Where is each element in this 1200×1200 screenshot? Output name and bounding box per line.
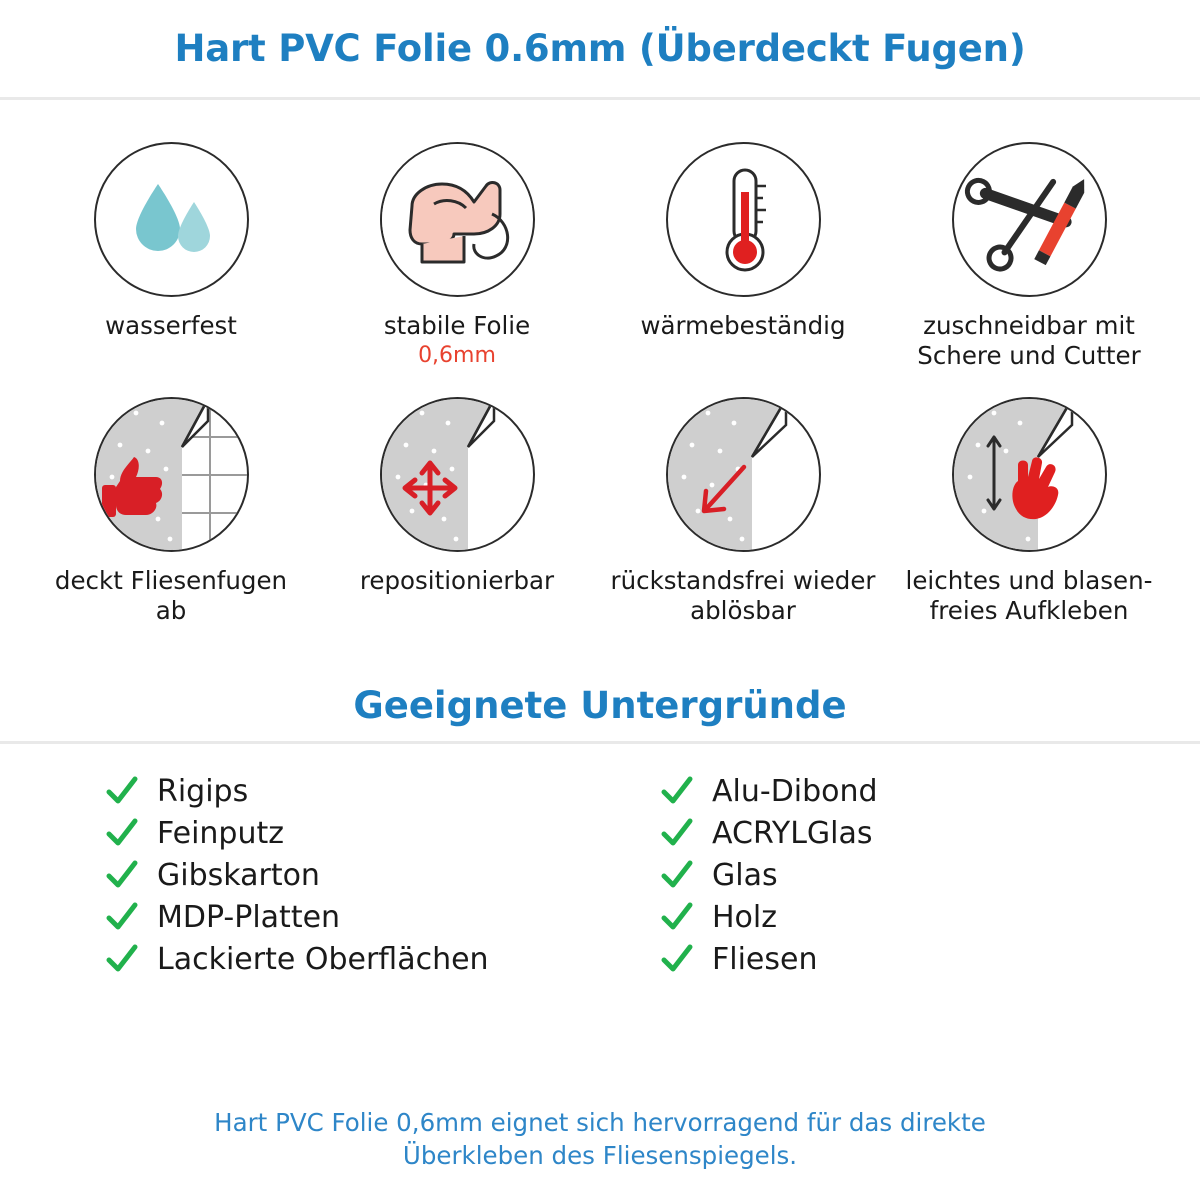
list-item-label: Fliesen: [712, 941, 818, 977]
check-icon: [660, 774, 694, 808]
list-item-label: Holz: [712, 899, 777, 935]
list-item-label: Lackierte Oberflächen: [157, 941, 489, 977]
list-item: [105, 774, 600, 809]
feature-label: zuschneidbar mit Schere und Cutter: [917, 311, 1141, 370]
feature-item: [886, 142, 1172, 371]
scissors-cutter-icon: [952, 142, 1107, 297]
feature-item: [600, 142, 886, 371]
check-icon: [105, 858, 139, 892]
peel-arrow-icon: [666, 397, 821, 552]
feature-label: leichtes und blasen-freies Aufkleben: [905, 565, 1153, 625]
section-title: Geeignete Untergründe: [353, 683, 847, 727]
list-item: [660, 816, 1200, 851]
check-icon: [660, 942, 694, 976]
feature-item: [314, 142, 600, 371]
header: [0, 0, 1200, 100]
list-item-label: Glas: [712, 857, 778, 893]
list-item-label: Rigips: [157, 773, 249, 809]
hand-smoothing-icon: [952, 397, 1107, 552]
check-icon: [105, 816, 139, 850]
substrate-list: [0, 744, 1200, 977]
feature-label: wärmebeständig: [640, 311, 846, 340]
feature-item: [314, 397, 600, 626]
list-item: [105, 816, 600, 851]
thermometer-icon: [666, 142, 821, 297]
feature-label: wasserfest: [105, 311, 237, 340]
list-item: [660, 900, 1200, 935]
footer-line-1: Hart PVC Folie 0,6mm eignet sich hervorragend für das direkte: [214, 1107, 986, 1137]
list-item-label: Gibskarton: [157, 857, 320, 893]
check-icon: [660, 858, 694, 892]
check-icon: [105, 942, 139, 976]
section-header: [0, 670, 1200, 744]
feature-label: repositionierbar: [359, 565, 555, 595]
check-icon: [105, 774, 139, 808]
substrate-column-left: [0, 774, 600, 977]
move-arrows-icon: [380, 397, 535, 552]
footer-line-2: Überkleben des Fliesenspiegels.: [402, 1140, 798, 1170]
footer-note: [0, 1106, 1200, 1172]
list-item-label: ACRYLGlas: [712, 815, 873, 851]
feature-grid: [0, 100, 1200, 626]
list-item: [105, 942, 600, 977]
list-item: [105, 858, 600, 893]
substrate-column-right: [600, 774, 1200, 977]
list-item: [660, 942, 1200, 977]
flexed-arm-icon: [380, 142, 535, 297]
list-item: [660, 774, 1200, 809]
check-icon: [660, 900, 694, 934]
feature-item: [886, 397, 1172, 626]
list-item: [105, 900, 600, 935]
list-item: [660, 858, 1200, 893]
feature-label: stabile Folie: [383, 311, 531, 340]
list-item-label: Feinputz: [157, 815, 284, 851]
feature-label: deckt Fliesenfugen ab: [54, 565, 288, 625]
feature-item: [28, 397, 314, 626]
feature-item: [600, 397, 886, 626]
thumbs-up-tile-icon: [94, 397, 249, 552]
feature-sublabel: 0,6mm: [418, 342, 496, 368]
feature-item: [28, 142, 314, 371]
list-item-label: Alu-Dibond: [712, 773, 878, 809]
list-item-label: MDP-Platten: [157, 899, 341, 935]
page-title: Hart PVC Folie 0.6mm (Überdeckt Fugen): [174, 27, 1026, 70]
water-drops-icon: [94, 142, 249, 297]
feature-label: rückstandsfrei wieder ablösbar: [610, 565, 876, 625]
check-icon: [105, 900, 139, 934]
check-icon: [660, 816, 694, 850]
